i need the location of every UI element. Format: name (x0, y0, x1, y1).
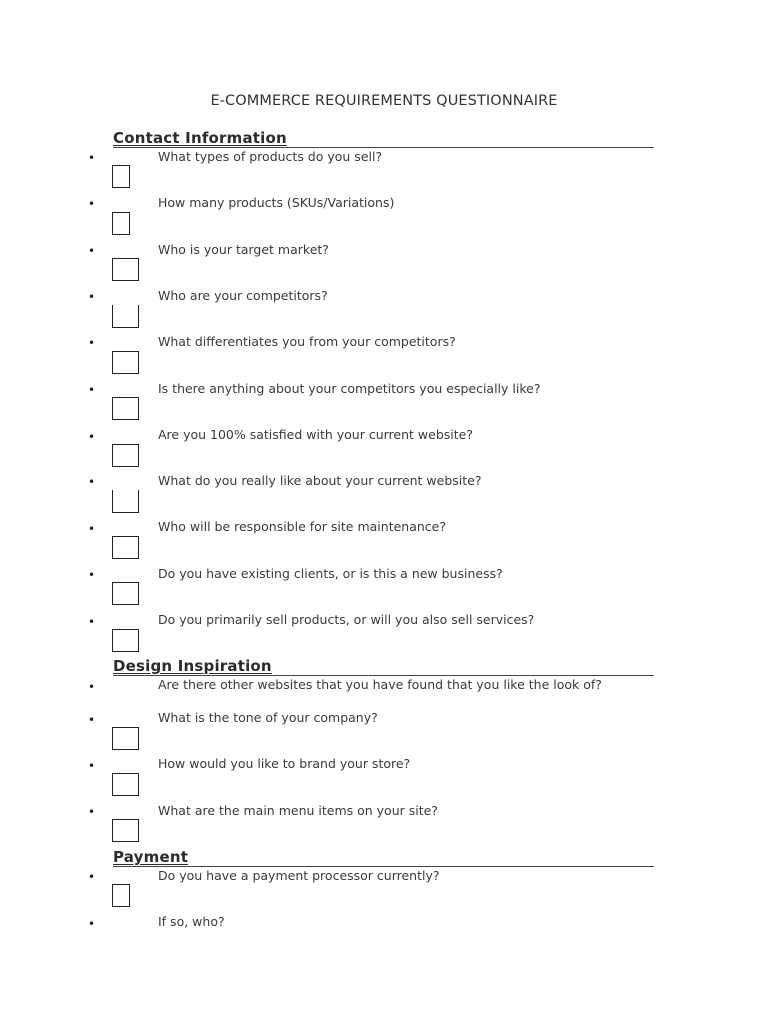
bullet: • (88, 290, 96, 304)
question-payment-processor: Do you have a payment processor currently? (158, 868, 440, 883)
question-existing-clients: Do you have existing clients, or is this a new business? (158, 566, 503, 581)
bullet: • (88, 383, 96, 397)
bullet: • (88, 917, 96, 931)
bullet: • (88, 759, 96, 773)
answer-box-brand-store[interactable] (112, 773, 139, 796)
question-processor-name: If so, who? (158, 914, 225, 929)
answer-box-product-count[interactable] (112, 212, 130, 235)
answer-box-site-maintenance[interactable] (112, 536, 139, 559)
answer-box-product-types[interactable] (112, 165, 130, 188)
question-brand-store: How would you like to brand your store? (158, 756, 411, 771)
bullet: • (88, 197, 96, 211)
question-website-satisfaction: Are you 100% satisfied with your current website? (158, 427, 473, 442)
answer-box-competitor-likes[interactable] (112, 397, 139, 420)
bullet: • (88, 244, 96, 258)
answer-box-website-satisfaction[interactable] (112, 444, 139, 467)
bullet: • (88, 870, 96, 884)
question-competitor-likes: Is there anything about your competitors you especially like? (158, 381, 541, 396)
bullet: • (88, 805, 96, 819)
answer-box-existing-clients[interactable] (112, 582, 139, 605)
answer-box-target-market[interactable] (112, 258, 139, 281)
answer-box-company-tone[interactable] (112, 727, 139, 750)
question-website-likes: What do you really like about your current website? (158, 473, 482, 488)
question-products-or-services: Do you primarily sell products, or will you also sell services? (158, 612, 535, 627)
bullet: • (88, 615, 96, 629)
question-company-tone: What is the tone of your company? (158, 710, 378, 725)
answer-box-payment-processor[interactable] (112, 884, 130, 907)
question-menu-items: What are the main menu items on your site? (158, 803, 438, 818)
question-product-count: How many products (SKUs/Variations) (158, 195, 395, 210)
section-heading-payment: Payment (113, 848, 654, 867)
question-differentiators: What differentiates you from your competitors? (158, 334, 456, 349)
answer-box-products-or-services[interactable] (112, 629, 139, 652)
answer-box-menu-items[interactable] (112, 819, 139, 842)
question-competitors: Who are your competitors? (158, 288, 328, 303)
section-heading-design-inspiration: Design Inspiration (113, 657, 654, 676)
question-product-types: What types of products do you sell? (158, 149, 383, 164)
bullet: • (88, 680, 96, 694)
document-title: E-COMMERCE REQUIREMENTS QUESTIONNAIRE (210, 93, 558, 109)
bullet: • (88, 713, 96, 727)
section-heading-contact-information: Contact Information (113, 129, 654, 148)
question-target-market: Who is your target market? (158, 242, 329, 257)
answer-box-differentiators[interactable] (112, 351, 139, 374)
question-other-websites: Are there other websites that you have found that you like the look of? (158, 677, 602, 692)
bullet: • (88, 336, 96, 350)
bullet: • (88, 475, 96, 489)
bullet: • (88, 522, 96, 536)
answer-box-competitors[interactable] (112, 305, 139, 328)
bullet: • (88, 151, 96, 165)
answer-box-website-likes[interactable] (112, 490, 139, 513)
bullet: • (88, 430, 96, 444)
question-site-maintenance: Who will be responsible for site maintenance? (158, 519, 446, 534)
bullet: • (88, 568, 96, 582)
